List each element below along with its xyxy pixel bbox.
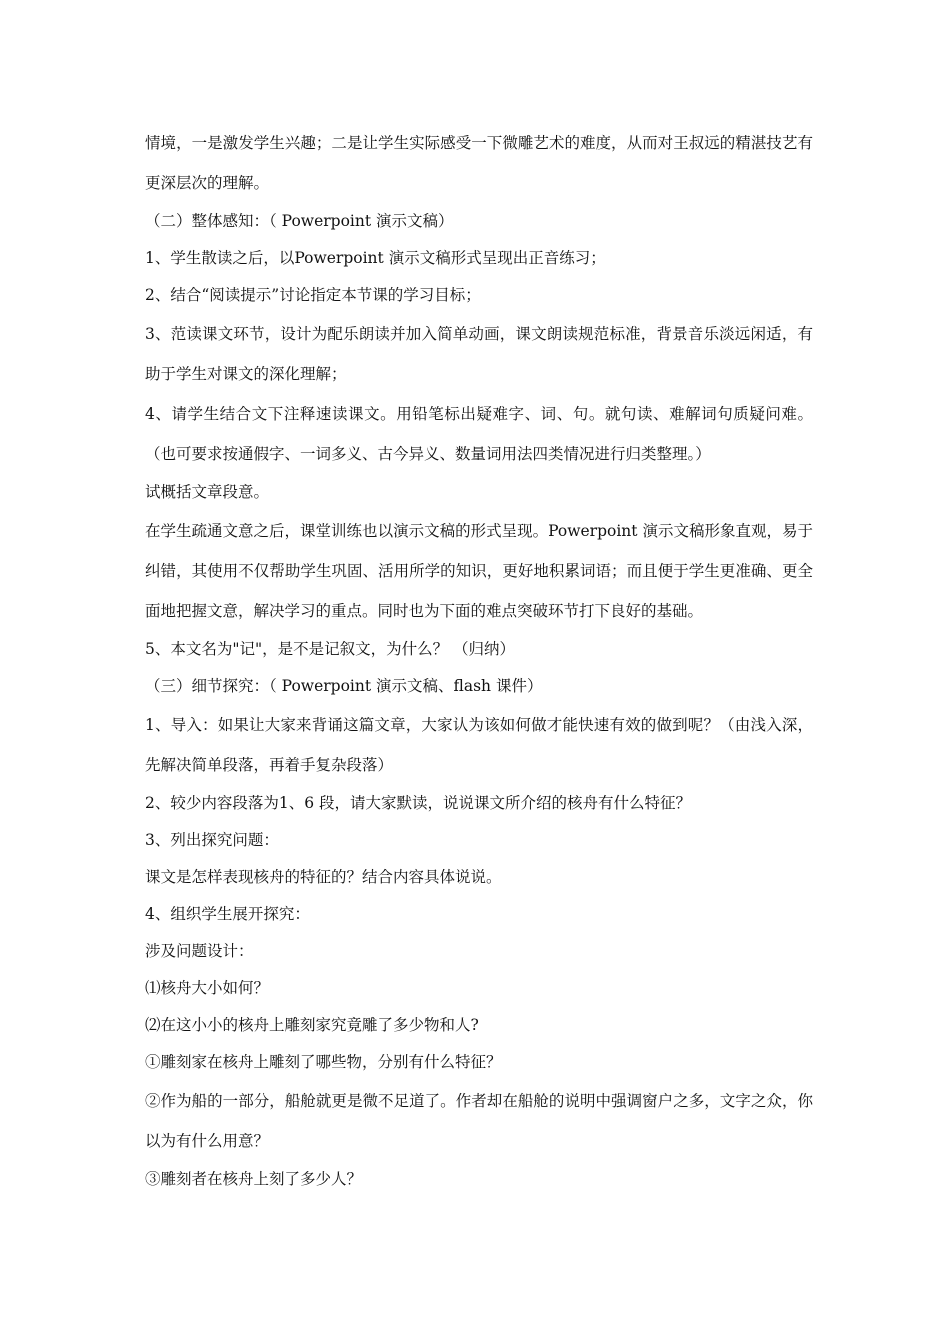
section-heading-detail-inquiry: （三）细节探究：（ Powerpoint 演示文稿、flash 课件） (145, 677, 543, 695)
list-item-1: 1、学生散读之后，以Powerpoint 演示文稿形式呈现出正音练习； (145, 249, 606, 267)
list-item-5: 5、本文名为"记"，是不是记叙文，为什么？ （归纳） (145, 640, 516, 658)
document-body (145, 123, 813, 1198)
inquiry-item-4: 4、组织学生展开探究： (145, 905, 310, 923)
question-2: ⑵在这小小的核舟上雕刻家究竟雕了多少物和人? (145, 1016, 479, 1034)
subquestion-1: ①雕刻家在核舟上雕刻了哪些物，分别有什么特征？ (145, 1053, 502, 1071)
inquiry-item-3: 3、列出探究问题： (145, 831, 279, 849)
list-item-2: 2、结合“阅读提示”讨论指定本节课的学习目标； (145, 286, 481, 304)
list-item-4: 4、请学生结合文下注释速读课文。用铅笔标出疑难字、词、句。就句读、难解词句质疑问难。（也可要求按通假字、一词多义、古今异义、数量词用法四类情况进行归类整理。） (145, 405, 813, 463)
inquiry-item-1: 1、导入：如果让大家来背诵这篇文章，大家认为该如何做才能快速有效的做到呢？（由浅入深，先解决简单段落，再着手复杂段落） (145, 716, 813, 774)
paragraph-summary-task: 试概括文章段意。 (145, 483, 270, 501)
inquiry-question: 课文是怎样表现核舟的特征的？结合内容具体说说。 (145, 868, 502, 886)
paragraph-practice: 在学生疏通文意之后，课堂训练也以演示文稿的形式呈现。Powerpoint 演示文稿形象直观，易于纠错，其使用不仅帮助学生巩固、活用所学的知识，更好地积累词语；而且便于学生更准确、更全面地把握文意，解决学习的重点。同时也为下面的难点突破环节打下良好的基础。 (145, 522, 813, 620)
question-1: ⑴核舟大小如何？ (145, 979, 270, 997)
question-design-label: 涉及问题设计： (145, 942, 254, 960)
section-heading-overall-perception: （二）整体感知：（ Powerpoint 演示文稿） (145, 212, 454, 230)
inquiry-item-2: 2、较少内容段落为1、6 段，请大家默读，说说课文所介绍的核舟有什么特征？ (145, 794, 692, 812)
subquestion-2: ②作为船的一部分，船舱就更是微不足道了。作者却在船舱的说明中强调窗户之多，文字之众，你以为有什么用意？ (145, 1092, 813, 1150)
list-item-3: 3、范读课文环节，设计为配乐朗读并加入简单动画，课文朗读规范标准，背景音乐淡远闲适，有助于学生对课文的深化理解； (145, 325, 813, 383)
subquestion-3: ③雕刻者在核舟上刻了多少人？ (145, 1170, 363, 1188)
paragraph-context: 情境，一是激发学生兴趣；二是让学生实际感受一下微雕艺术的难度，从而对王叔远的精湛技艺有更深层次的理解。 (145, 134, 813, 192)
